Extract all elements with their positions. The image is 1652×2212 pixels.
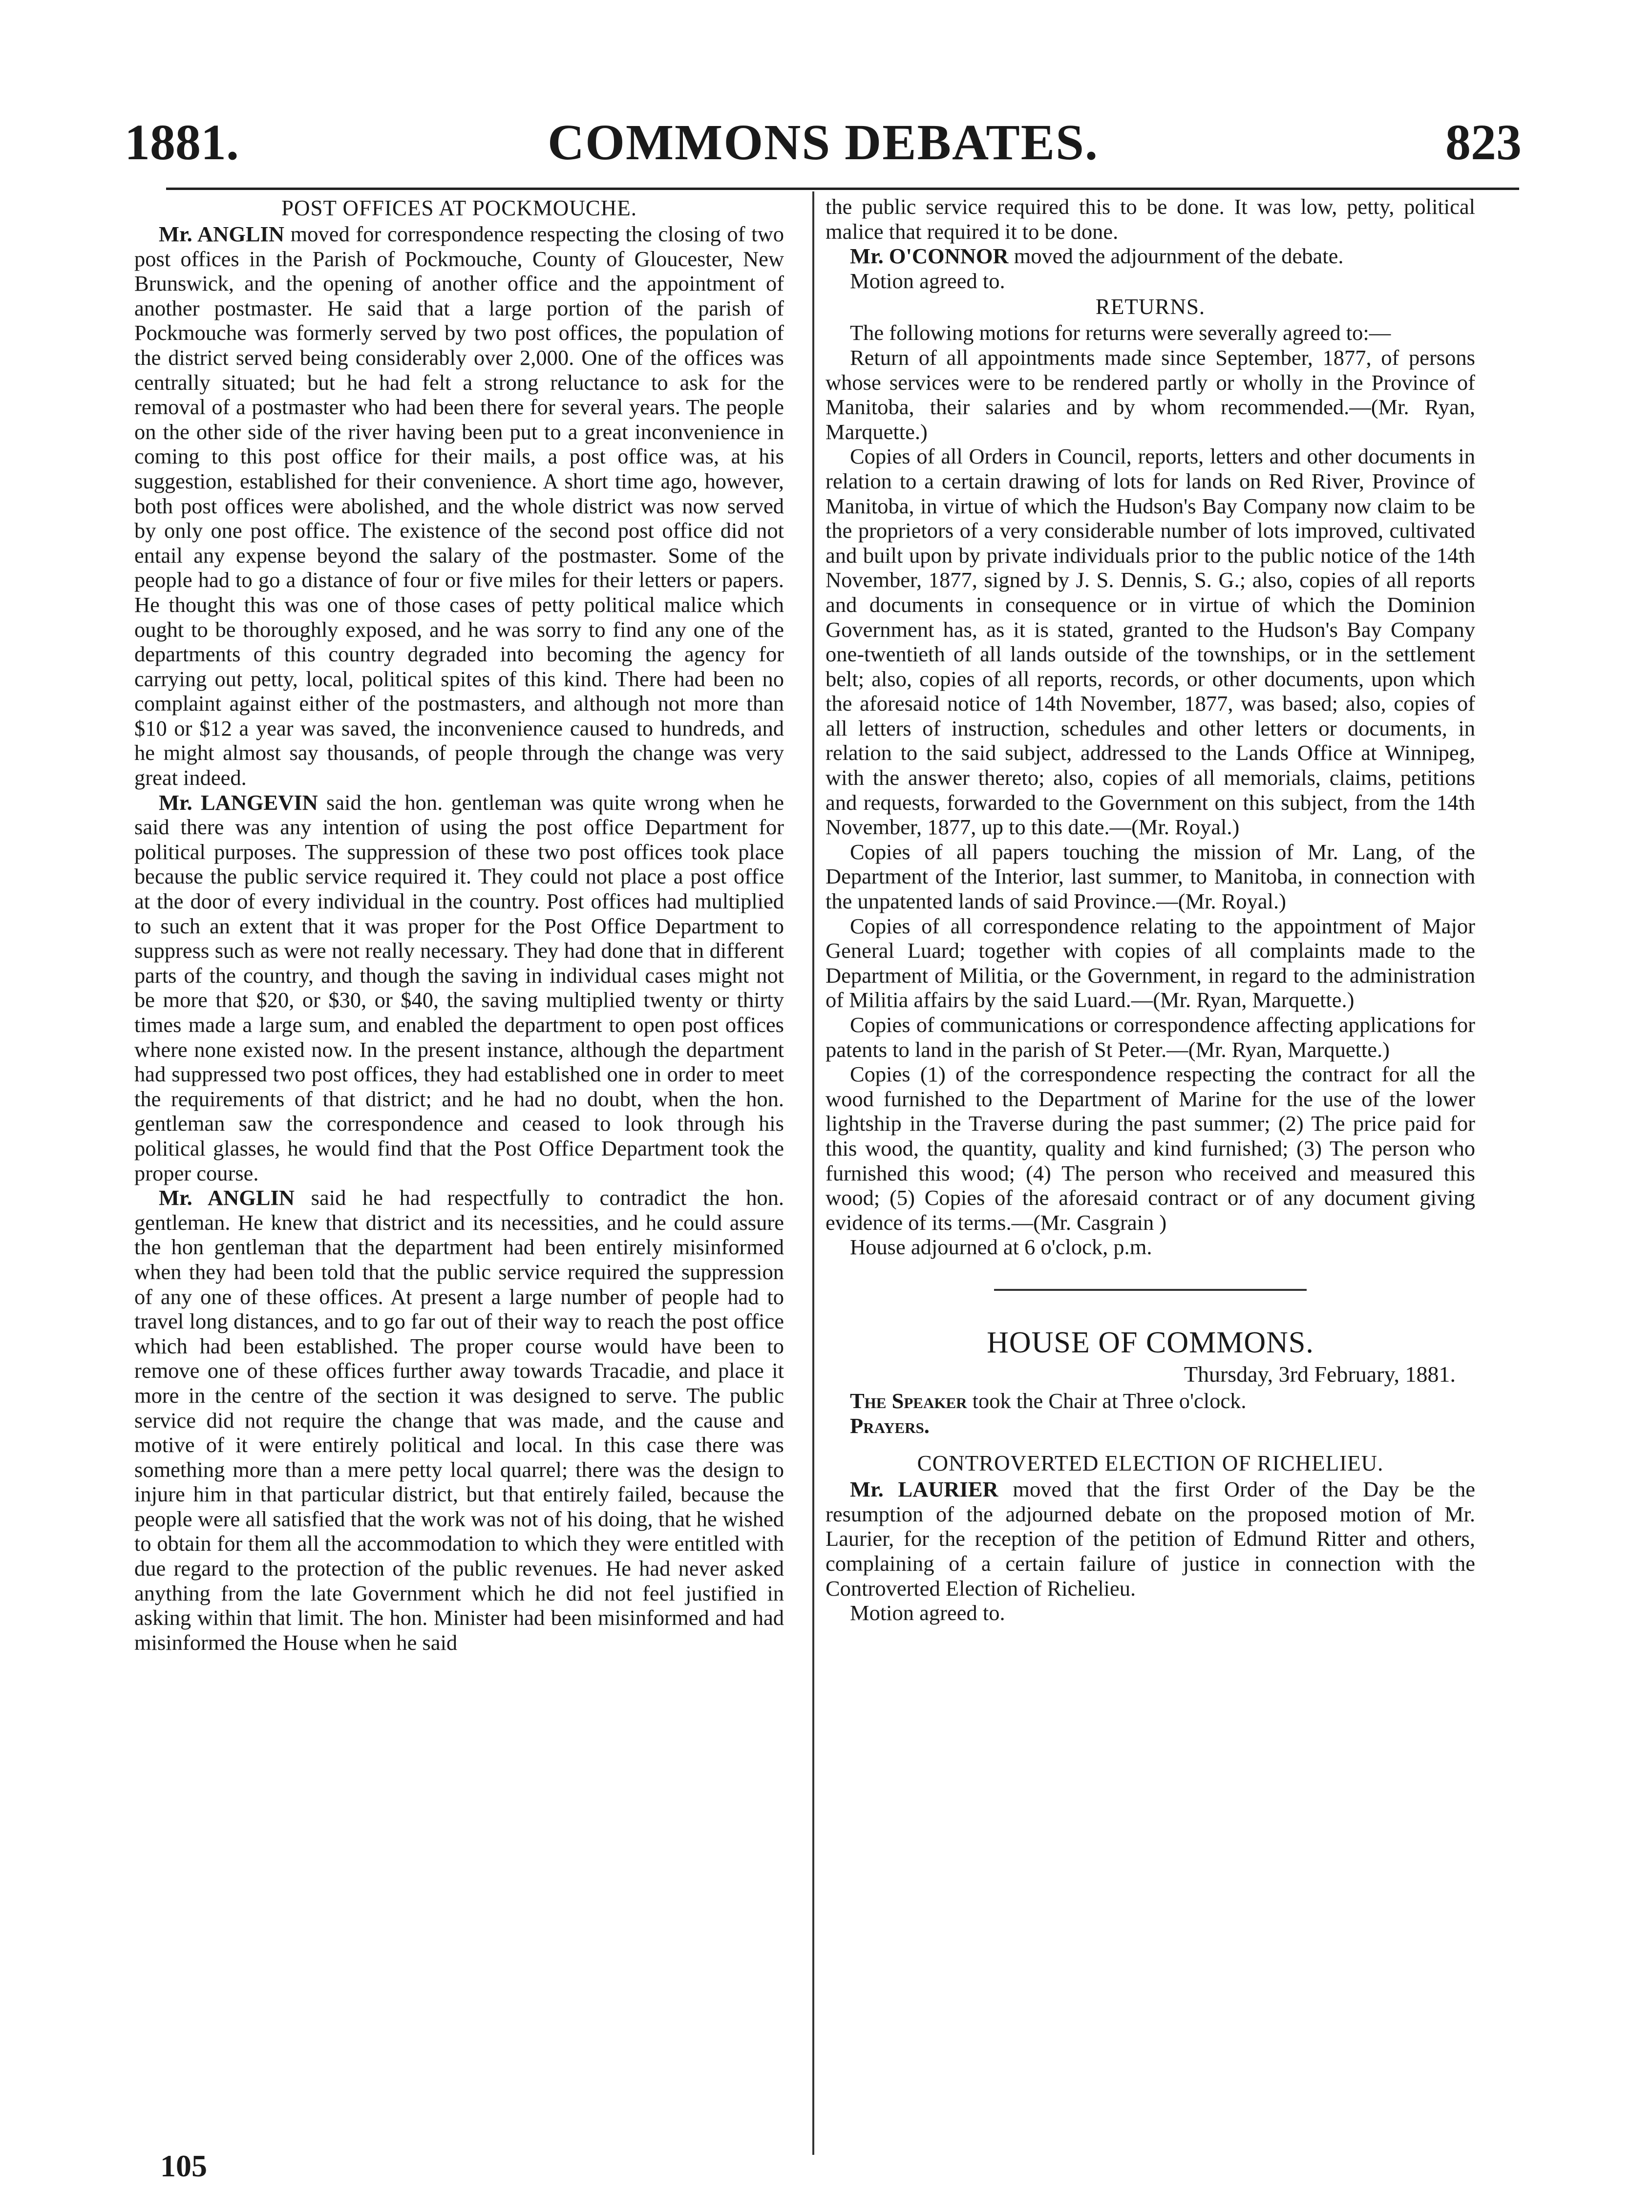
speaker-name: Mr. ANGLIN — [159, 222, 285, 246]
header-year: 1881. — [125, 114, 239, 170]
paragraph-oconnor-motion — [826, 244, 1475, 269]
house-adjourned: House adjourned at 6 o'clock, p.m. — [850, 1235, 1152, 1260]
speaker-name: Mr. LAURIER — [850, 1477, 998, 1502]
paragraph-text: said he had respectfully to contradict the hon. gentleman. He knew that district and its necessities, and he could assure the hon gentleman that the department had been entirely misinformed when they had been told that the public service required the suppression of any one of these offices. At present a large number of people had to travel long distances, and to go far out of their way to reach the post office which had been established. The proper course would have been to remove one of these offices further away towards Tracadie, and place it more in the centre of the section it was designed to serve. The public service did not require the change that was made, and the cause and motive of it were entirely political and local. In this case there was something more than a mere petty local quarrel; there was the design to injure him in that particular district, but that entirely failed, because the people were all satisfied that the work was not of his doing, that he wished to obtain for them all the accommodation to which they were entitled with due regard to the protection of the public revenues. He had never asked anything from the late Government which he did not feel justified in asking within that limit. The hon. Minister had been misinformed and had misinformed the House when he said — [134, 1185, 784, 1655]
motion-agreed-1: Motion agreed to. — [850, 268, 1005, 293]
header-rule — [166, 188, 1519, 190]
speaker-name: Mr. ANGLIN — [159, 1185, 295, 1210]
return-item-1: Return of all appointments made since September, 1877, of persons whose services were to be rendered partly or wholly in the Province of Manitoba, their salaries and by whom recommended.—(Mr. Ryan, Marquette.) — [826, 345, 1475, 444]
returns-intro: The following motions for returns were severally agreed to:— — [850, 320, 1391, 345]
section-divider — [994, 1289, 1307, 1291]
section-heading-returns: RETURNS. — [1095, 295, 1206, 319]
header-title: COMMONS DEBATES. — [548, 114, 1099, 170]
sitting-dateline: Thursday, 3rd February, 1881. — [1184, 1361, 1456, 1387]
paragraph-anglin-motion — [134, 222, 784, 790]
paragraph-laurier-motion — [826, 1477, 1475, 1601]
spacer — [826, 1438, 1475, 1450]
section-heading-post-offices: POST OFFICES AT POCKMOUCHE. — [281, 196, 637, 220]
house-of-commons-heading: HOUSE OF COMMONS. — [987, 1326, 1314, 1359]
speaker-name: Mr. O'CONNOR — [850, 244, 1009, 269]
paragraph-text: moved that the first Order of the Day be the resumption of the adjourned debate on the proposed motion of Mr. Laurier, for the reception of the petition of Edmund Ritter and others, complaining of a certain failure of justice in connection with the Controverted Election of Richelieu. — [826, 1477, 1475, 1601]
paragraph-langevin-reply — [134, 790, 784, 1186]
column-divider — [812, 191, 814, 2155]
speaker-title: The Speaker — [850, 1388, 967, 1413]
speaker-took-chair — [826, 1389, 1475, 1413]
section-heading-richelieu: CONTROVERTED ELECTION OF RICHELIEU. — [917, 1451, 1384, 1476]
paragraph-text: moved for correspondence respecting the closing of two post offices in the Parish of Pockmouche, County of Gloucester, New Brunswick, and the opening of another office and the appointment of another postmaster. He said that a large portion of the parish of Pockmouche was formerly served by two post offices, the population of the district served being considerably over 2,000. One of the offices was centrally situated; but he had felt a strong reluctance to ask for the removal of a postmaster who had been there for several years. The people on the other side of the river having been put to a great inconvenience in coming to this post office for their mails, a post office was, at his suggestion, established for their convenience. A short time ago, however, both post offices were abolished, and the whole district was now served by only one post office. The existence of the second post office did not entail any expense beyond the salary of the postmaster. Some of the people had to go a distance of four or five miles for their letters or papers. He thought this was one of those cases of petty political malice which ought to be thoroughly exposed, and he was sorry to find any one of the departments of this country degraded into becoming the agency for carrying out petty, local, political spites of this kind. There had been no complaint against either of the postmasters, and although not more than $10 or $12 a year was saved, the inconvenience caused to hundreds, and he might almost say thousands, of people through the change was very great indeed. — [134, 222, 784, 790]
left-column — [134, 194, 784, 1655]
return-item-5: Copies of communications or correspondence affecting applications for patents to land in the parish of St Peter.—(Mr. Ryan, Marquette.) — [826, 1012, 1475, 1062]
right-column — [826, 194, 1475, 1625]
speaker-name: Mr. LANGEVIN — [159, 790, 318, 815]
motion-agreed-2: Motion agreed to. — [850, 1601, 1005, 1625]
return-item-4: Copies of all correspondence relating to the appointment of Major General Luard; together with copies of all complaints made to the Department of Militia, or the Government, in regard to the administration of Militia affairs by the said Luard.—(Mr. Ryan, Marquette.) — [826, 913, 1475, 1012]
prayers-line: Prayers. — [850, 1413, 930, 1438]
paragraph-text: moved the adjournment of the debate. — [1008, 244, 1344, 269]
return-item-3: Copies of all papers touching the mission of Mr. Lang, of the Department of the Interior, last summer, to Manitoba, in connection with the unpatented lands of said Province.—(Mr. Royal.) — [826, 839, 1475, 914]
paragraph-text: took the Chair at Three o'clock. — [967, 1388, 1247, 1413]
return-item-2: Copies of all Orders in Council, reports, letters and other documents in relation to a certain drawing of lots for lands on Red River, Province of Manitoba, in virtue of which the Hudson's Bay Company now claim to be the proprietors of a very considerable number of lots improved, cultivated and built upon by private individuals prior to the public notice of the 14th November, 1877, signed by J. S. Dennis, S. G.; also, copies of all reports and documents in consequence or in virtue of which the Dominion Government has, as it is stated, granted to the Hudson's Bay Company one-twentieth of all lands outside of the townships, or in the settlement belt; also, copies of all reports, records, or other documents, upon which the aforesaid notice of 14th November, 1877, was based; also, copies of all letters of instruction, schedules and other letters or documents, in relation to the said subject, addressed to the Lands Office at Winnipeg, with the answer thereto; also, copies of all memorials, claims, petitions and requests, forwarded to the Government on this subject, from the 14th November, 1877, up to this date.—(Mr. Royal.) — [826, 444, 1475, 840]
paragraph-anglin-rejoinder — [134, 1185, 784, 1655]
paragraph-continued: the public service required this to be done. It was low, petty, political malice that required it to be done. — [826, 194, 1475, 244]
paragraph-text: said the hon. gentleman was quite wrong when he said there was any intention of using the post office Department for political purposes. The suppression of these two post offices took place because the public service required it. They could not place a post office at the door of every individual in the country. Post offices had multiplied to such an extent that it was proper for the Post Office Department to suppress such as were not really necessary. They had done that in different parts of the country, and though the saving in individual cases might not be more that $20, or $30, or $40, the saving multiplied twenty or thirty times made a large sum, and enabled the department to open post offices where none existed now. In the present instance, although the department had suppressed two post offices, they had established one in order to meet the requirements of that district; and he had no doubt, when the hon. gentleman saw the correspondence and ceased to look through his political glasses, he would find that the Post Office Department took the proper course. — [134, 790, 784, 1185]
signature-mark: 105 — [160, 2149, 207, 2183]
return-item-6: Copies (1) of the correspondence respecting the contract for all the wood furnished to the Department of Marine for the use of the lower lightship in the Traverse during the past summer; (2) The price paid for this wood, the quantity, quality and kind furnished; (3) The person who furnished this wood; (4) The person who received and measured this wood; (5) Copies of the aforesaid contract or of any document giving evidence of its terms.—(Mr. Casgrain ) — [826, 1062, 1475, 1235]
running-header — [125, 113, 1522, 177]
header-page-number: 823 — [1445, 114, 1522, 170]
